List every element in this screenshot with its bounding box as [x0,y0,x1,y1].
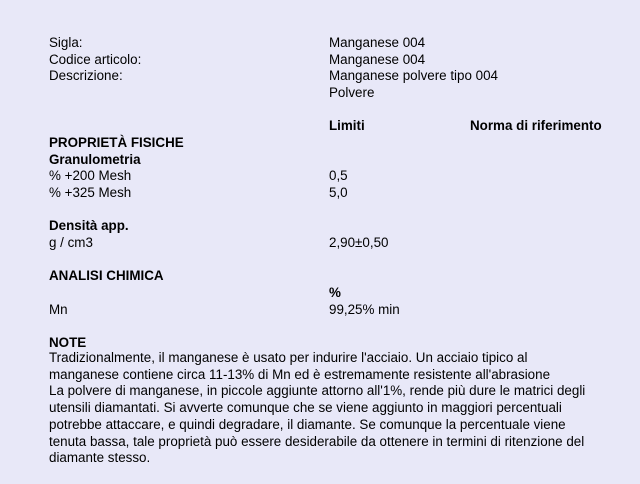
limiti-header: Limiti [329,118,365,133]
densita-unit: g / cm3 [49,235,93,250]
densita-heading: Densità app. [49,218,129,233]
codice-label: Codice articolo: [49,52,142,67]
descrizione-label: Descrizione: [49,68,123,83]
densita-value-row [0,234,640,251]
proprieta-title-row [0,134,640,151]
sigla-label: Sigla: [49,35,83,50]
analisi-title: ANALISI CHIMICA [49,268,164,283]
row-descrizione-2 [0,84,640,101]
descrizione-value: Manganese polvere tipo 004 [329,68,498,83]
analisi-title-row [0,267,640,284]
note-title: NOTE [49,335,87,350]
mn-label: Mn [49,302,68,317]
mesh325-value: 5,0 [329,185,348,200]
percent-header-row [0,284,640,301]
mesh200-value: 0,5 [329,168,348,183]
codice-value: Manganese 004 [329,52,426,67]
densita-value: 2,90±0,50 [329,235,389,250]
row-codice [0,51,640,68]
descrizione-value-2: Polvere [329,85,375,100]
percent-header: % [329,285,341,300]
mn-value: 99,25% min [329,302,400,317]
proprieta-title: PROPRIETÀ FISICHE [49,135,184,150]
mesh325-row [0,184,640,201]
densita-row [0,217,640,234]
norma-header: Norma di riferimento [470,118,602,133]
mn-row [0,301,640,318]
column-headers [0,117,640,134]
mesh325-label: % +325 Mesh [49,185,132,200]
mesh200-row [0,167,640,184]
mesh200-label: % +200 Mesh [49,168,132,183]
row-descrizione [0,67,640,84]
granulometria-row [0,151,640,168]
granulometria-heading: Granulometria [49,152,141,167]
note-text: Tradizionalmente, il manganese è usato per indurire l'acciaio. Un acciaio tipico al manganese contiene circa 11-13% di Mn ed è estremamente resistente all'abrasione La polvere di manganese, in piccole aggiunte attorno all'1%, rende più dure le matrici degli utensili diamantati. Si avverte comunque che se viene aggiunto in maggiori percentuali potrebbe attaccare, e quindi degradare, il diamante. Se comunque la percentuale viene tenuta bassa, tale proprietà può essere desiderabile da ottenere in termini di ritenzione del diamante stesso. [49,350,586,466]
note-title-row [0,334,640,351]
sigla-value: Manganese 004 [329,35,426,50]
row-sigla [0,34,640,51]
